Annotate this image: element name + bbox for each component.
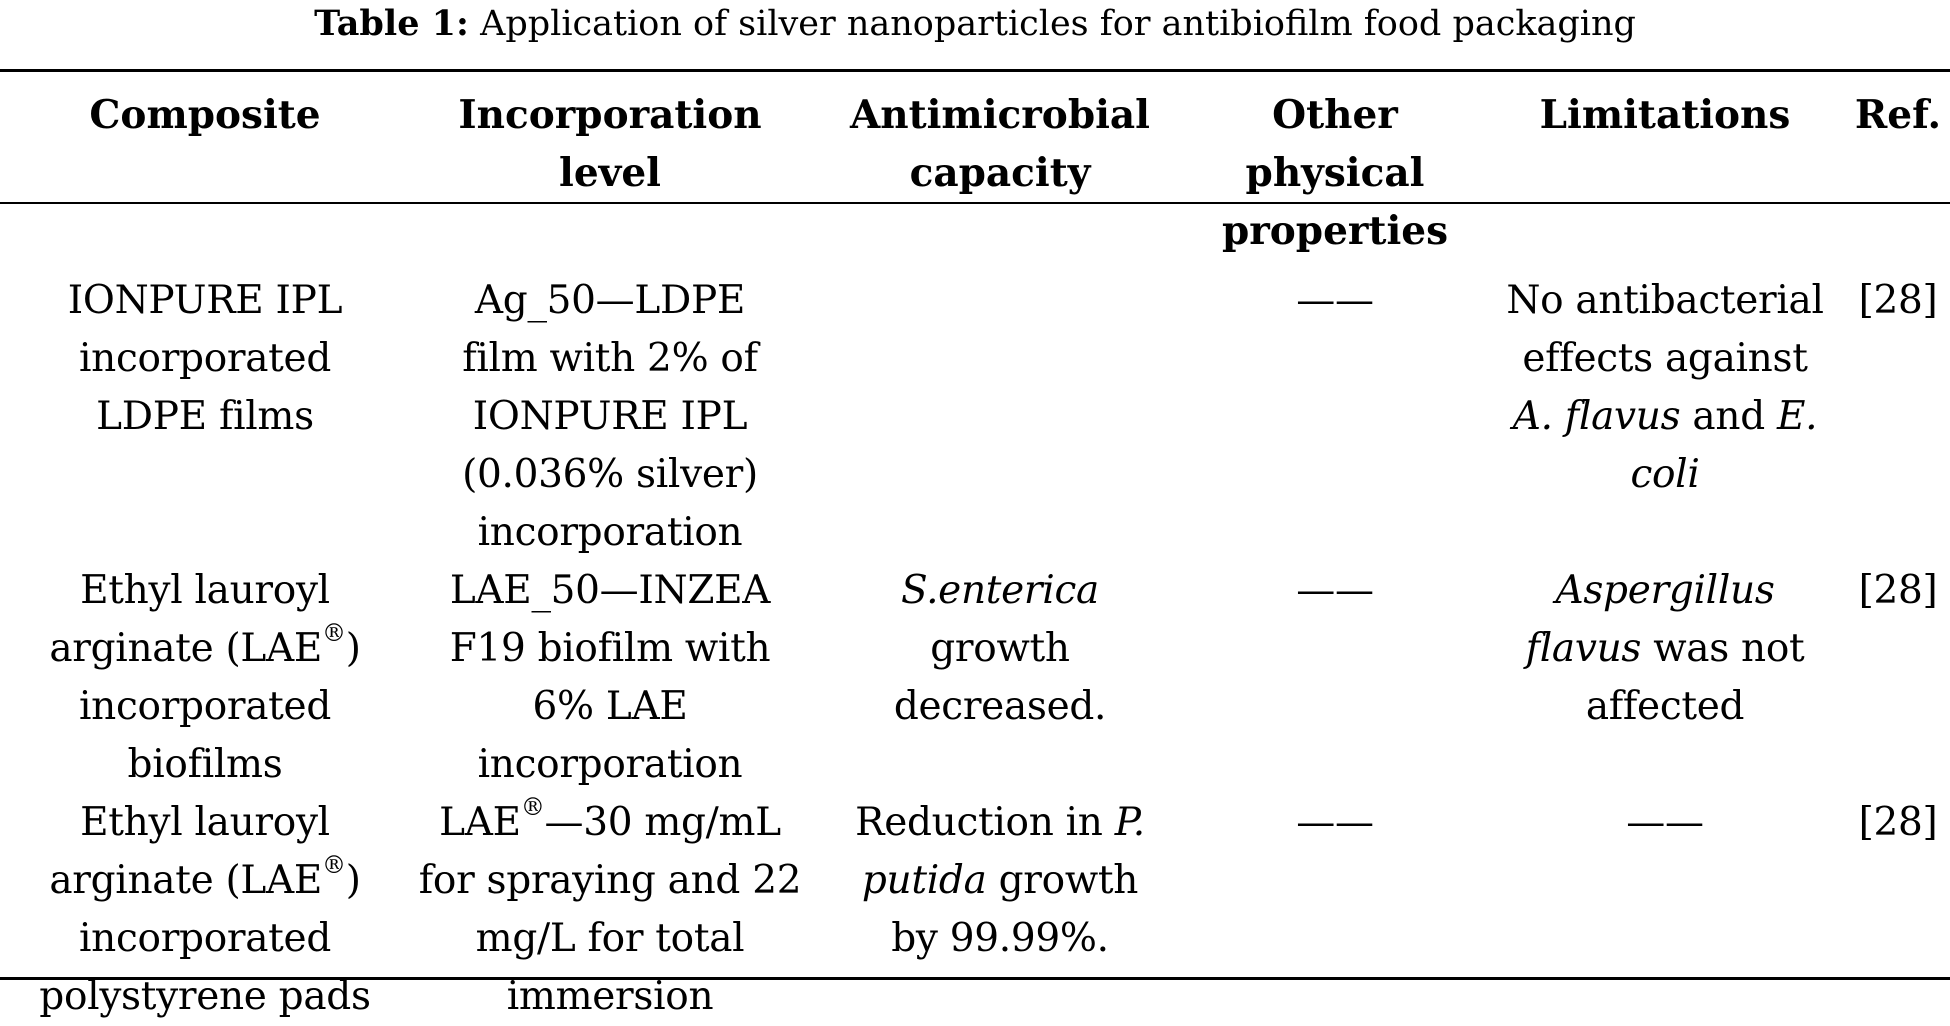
cell-ref: [28]: [1858, 568, 1938, 613]
cell-incorporation-level: Ag_50—LDPE film with 2% of IONPURE IPL (0.036% silver) incorporation: [462, 278, 758, 555]
cell-other-physical-properties: ——: [1296, 800, 1374, 845]
header-antimicrobial-capacity: Antimicrobial capacity: [849, 92, 1150, 196]
cell-antimicrobial-capacity: [810, 260, 1190, 562]
header-limitations: Limitations: [1539, 92, 1791, 138]
table-row: [0, 794, 1950, 1026]
cell-ref: [28]: [1858, 278, 1938, 323]
cell-ref: [28]: [1858, 800, 1938, 845]
table-caption: [0, 4, 1950, 44]
header-other-physical-properties: Other physical properties: [1221, 92, 1449, 254]
cell-composite: Ethyl lauroyl arginate (LAE®) incorporated biofilms: [49, 568, 361, 787]
cell-antimicrobial-capacity: Reduction in P. putida growth by 99.99%.: [855, 800, 1145, 961]
header-ref: Ref.: [1854, 92, 1942, 138]
cell-composite: Ethyl lauroyl arginate (LAE®) incorporated polystyrene pads: [39, 800, 371, 1019]
table-header-row: [0, 72, 1950, 260]
cell-composite: IONPURE IPL incorporated LDPE films: [67, 278, 343, 439]
cell-limitations: Aspergillus flavus was not affected: [1525, 568, 1805, 729]
table-row: [0, 260, 1950, 562]
cell-incorporation-level: LAE®—30 mg/mL for spraying and 22 mg/L for total immersion: [418, 793, 802, 1019]
header-incorporation-level: Incorporation level: [458, 92, 762, 196]
table-row: [0, 562, 1950, 794]
cell-limitations: ——: [1626, 800, 1704, 845]
cell-limitations: No antibacterial effects against A. flavus and E. coli: [1506, 278, 1824, 497]
table-caption-label: Table 1:: [314, 3, 469, 44]
cell-incorporation-level: LAE_50—INZEA F19 biofilm with 6% LAE incorporation: [449, 568, 771, 787]
data-table: [0, 72, 1950, 1026]
cell-other-physical-properties: ——: [1296, 278, 1374, 323]
cell-antimicrobial-capacity: S.enterica growth decreased.: [893, 568, 1107, 729]
table-caption-text: Application of silver nanoparticles for antibiofilm food packaging: [480, 4, 1636, 44]
cell-other-physical-properties: ——: [1296, 568, 1374, 613]
header-composite: Composite: [89, 92, 321, 138]
